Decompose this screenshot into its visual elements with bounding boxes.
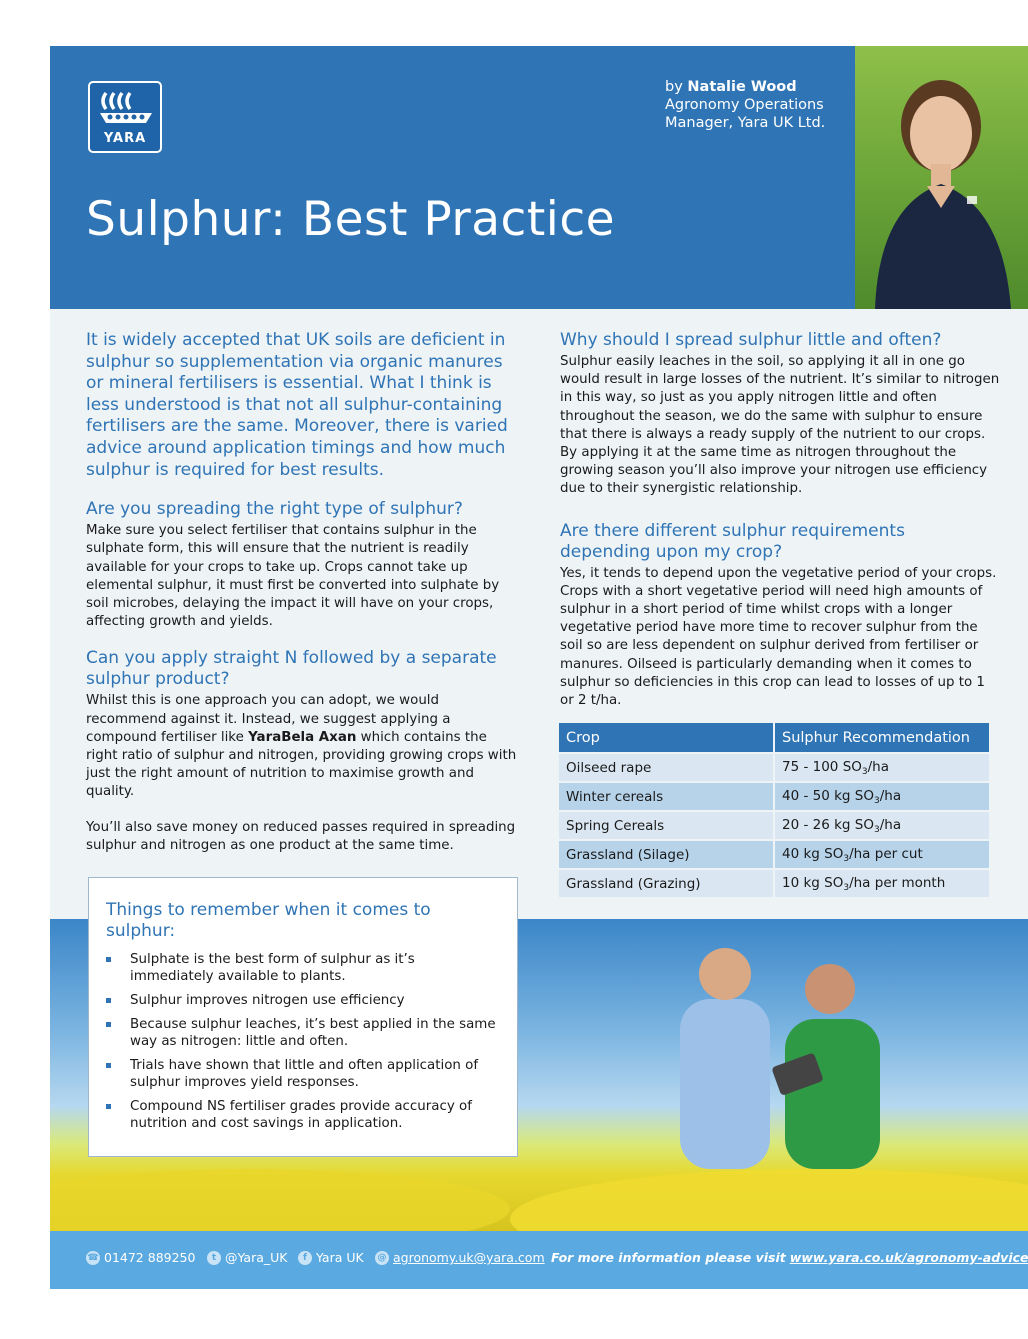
paragraph-straight-n-part1: Whilst this is one approach you can adopt, we would recommend against it. Instead, we suggest applying a compound fertiliser like	[86, 693, 451, 745]
author-role-line2: Manager, Yara UK Ltd.	[665, 115, 826, 131]
paragraph-crop-requirements: Yes, it tends to depend upon the vegetative period of your crops. Crops with a short vegetative period will need high amounts of sulphur in a short period of time whilst crops with a longer vegetative period have more time to recover sulphur from the soil so are less dependent on sulphur derived from fertiliser or manures. Oilseed is particularly demanding when it comes to sulphur so deficiencies in this crop can lead to losses of up to 1 or 2 t/ha.	[560, 565, 997, 709]
email-icon: @	[375, 1251, 389, 1265]
table-cell-recommendation: 40 kg $SO_3/ha$ per cut	[773, 841, 989, 868]
table-cell-crop: Winter cereals	[559, 783, 773, 810]
paragraph-little-often: Sulphur easily leaches in the soil, so applying it all in one go would result in large losses of the nutrient. It’s similar to nitrogen in this way, so just as you apply nitrogen little and often throughout the season, we do the same with sulphur to ensure that there is always a ready supply of the nutrient to our crops. By applying it at the same time as nitrogen throughout the growing season you’ll also improve your nitrogen use efficiency due to their synergistic relationship.	[560, 354, 1000, 497]
paragraph-sulphur-type: Make sure you select fertiliser that contains sulphur in the sulphate form, this will ensure that the nutrient is readily available for your crops to take up. Crops cannot take up elemental sulphur, it must first be converted into sulphate by soil microbes, delaying the impact it will have on your crops, affecting growth and yields.	[86, 523, 500, 630]
things-to-remember-box	[88, 877, 518, 1157]
footer-phone[interactable]	[86, 1250, 195, 1265]
table-cell-crop: Grassland (Silage)	[559, 841, 773, 868]
table-cell-recommendation: 40 - 50 kg $SO_3/ha$	[773, 783, 989, 810]
table-header-crop: Crop	[559, 723, 773, 752]
facebook-icon: f	[298, 1251, 312, 1265]
website-link[interactable]: www.yara.co.uk/agronomy-advice	[789, 1250, 1028, 1265]
table-cell-recommendation: 20 - 26 kg $SO_3/ha$	[773, 812, 989, 839]
table-cell-crop: Spring Cereals	[559, 812, 773, 839]
list-item: Compound NS fertiliser grades provide accuracy of nutrition and cost savings in application.	[106, 1098, 499, 1132]
footer-bar	[50, 1231, 1028, 1289]
list-item: Sulphate is the best form of sulphur as it’s immediately available to plants.	[106, 951, 499, 985]
author-photo	[855, 46, 1028, 309]
facebook-name: Yara UK	[316, 1250, 364, 1265]
heading-little-often: Why should I spread sulphur little and often?	[560, 330, 942, 350]
table-row	[559, 870, 989, 897]
bullet-icon	[106, 1063, 111, 1068]
list-item: Because sulphur leaches, it’s best applied in the same way as nitrogen: little and often.	[106, 1016, 499, 1050]
footer-twitter[interactable]	[207, 1250, 287, 1265]
more-info-text: For more information please visit	[551, 1250, 786, 1265]
table-cell-recommendation: 75 - 100 $SO_3/ha$	[773, 754, 989, 781]
table-row	[559, 841, 989, 868]
logo-text: YARA	[103, 131, 147, 146]
author-role-line1: Agronomy Operations	[665, 97, 824, 113]
author-name: Natalie Wood	[687, 79, 797, 95]
page-title: Sulphur: Best Practice	[86, 192, 616, 247]
right-column	[560, 330, 1000, 727]
viking-ship-icon	[98, 89, 154, 129]
heading-straight-n: Can you apply straight N followed by a separate sulphur product?	[86, 648, 497, 690]
table-cell-recommendation: 10 kg $SO_3/ha$ per month	[773, 870, 989, 897]
bullet-icon	[106, 957, 111, 962]
product-name: YaraBela Axan	[248, 729, 357, 745]
yara-logo	[88, 81, 162, 153]
left-column	[86, 330, 522, 872]
table-cell-crop: Grassland (Grazing)	[559, 870, 773, 897]
heading-crop-requirements: Are there different sulphur requirements depending upon my crop?	[560, 520, 905, 562]
table-header-recommendation: Sulphur Recommendation	[773, 723, 989, 752]
footer-more-info	[551, 1250, 1028, 1265]
list-item: Sulphur improves nitrogen use efficiency	[106, 992, 499, 1009]
remember-list	[106, 951, 499, 1132]
document-page	[50, 46, 1028, 1289]
bullet-icon	[106, 1104, 111, 1109]
email-link[interactable]: agronomy.uk@yara.com	[393, 1250, 545, 1265]
list-item: Trials have shown that little and often application of sulphur improves yield responses.	[106, 1057, 499, 1091]
footer-facebook[interactable]	[298, 1250, 364, 1265]
table-cell-crop: Oilseed rape	[559, 754, 773, 781]
sulphur-recommendation-table	[559, 721, 989, 899]
header-banner	[50, 46, 855, 309]
twitter-icon: t	[207, 1251, 221, 1265]
author-credit	[665, 78, 825, 132]
table-row	[559, 812, 989, 839]
paragraph-straight-n	[86, 692, 522, 801]
table-row	[559, 754, 989, 781]
bullet-icon	[106, 1022, 111, 1027]
footer-email[interactable]	[375, 1250, 545, 1265]
author-by: by	[665, 79, 683, 95]
phone-icon: ☎	[87, 1252, 99, 1263]
twitter-handle: @Yara_UK	[225, 1250, 288, 1265]
remember-title: Things to remember when it comes to sulphur:	[106, 900, 431, 941]
phone-number: 01472 889250	[104, 1250, 196, 1265]
table-row	[559, 783, 989, 810]
paragraph-straight-n-part2: which contains the right ratio of sulphur and nitrogen, providing growing crops with just the right amount of nutrition to maximise growth and quality.	[86, 729, 517, 800]
intro-paragraph: It is widely accepted that UK soils are deficient in sulphur so supplementation via organic manures or mineral fertilisers is essential. What I think is less understood is that not all sulphur-containing fertilisers are the same. Moreover, there is varied advice around application timings and how much sulphur is required for best results.	[86, 330, 508, 480]
heading-sulphur-type: Are you spreading the right type of sulphur?	[86, 499, 463, 520]
bullet-icon	[106, 998, 111, 1003]
paragraph-save-money: You’ll also save money on reduced passes required in spreading sulphur and nitrogen as one product at the same time.	[86, 819, 516, 853]
